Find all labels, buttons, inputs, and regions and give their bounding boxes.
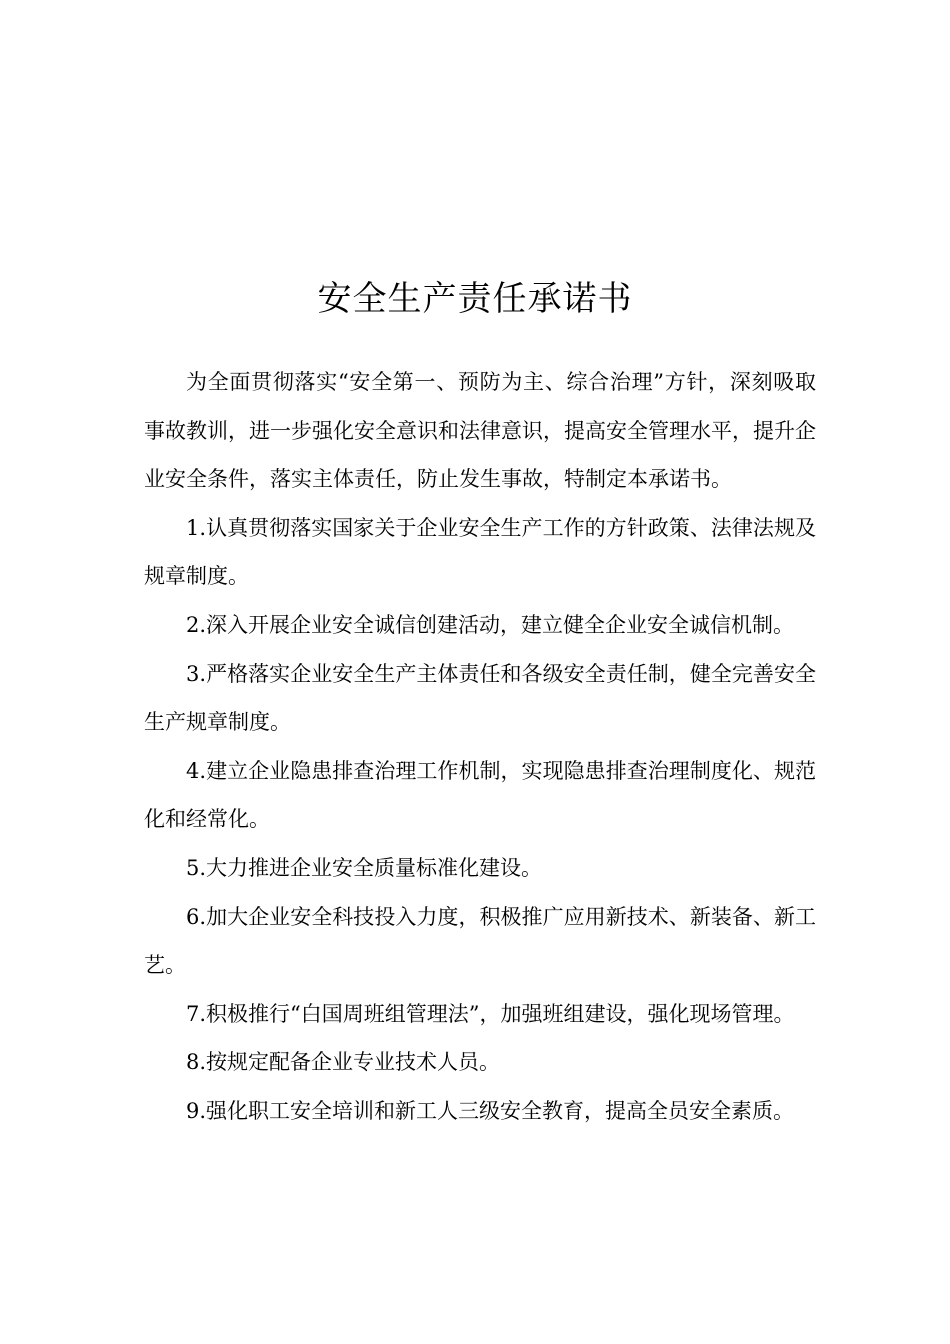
commitment-item-8: 8.按规定配备企业专业技术人员。	[186, 1050, 501, 1075]
commitment-item-2: 2.深入开展企业安全诚信创建活动，建立健全企业安全诚信机制。	[186, 612, 795, 637]
document-body	[144, 358, 816, 1136]
document-title: 安全生产责任承诺书	[317, 279, 633, 319]
commitment-item-1: 1.认真贯彻落实国家关于企业安全生产工作的方针政策、法律法规及规章制度。	[144, 515, 816, 589]
commitment-item-9: 9.强化职工安全培训和新工人三级安全教育，提高全员安全素质。	[186, 1098, 795, 1123]
commitment-item-6: 6.加大企业安全科技投入力度，积极推广应用新技术、新装备、新工艺。	[144, 904, 816, 978]
commitment-item-5: 5.大力推进企业安全质量标准化建设。	[186, 855, 543, 880]
commitment-item-4: 4.建立企业隐患排查治理工作机制，实现隐患排查治理制度化、规范化和经常化。	[144, 758, 816, 832]
commitment-item-7: 7.积极推行“白国周班组管理法”，加强班组建设，强化现场管理。	[186, 1001, 795, 1026]
intro-paragraph: 为全面贯彻落实“安全第一、预防为主、综合治理”方针，深刻吸取事故教训，进一步强化安全意识和法律意识，提高安全管理水平，提升企业安全条件，落实主体责任，防止发生事故，特制定本承诺书。	[144, 370, 816, 492]
commitment-item-3: 3.严格落实企业安全生产主体责任和各级安全责任制，健全完善安全生产规章制度。	[144, 661, 816, 735]
